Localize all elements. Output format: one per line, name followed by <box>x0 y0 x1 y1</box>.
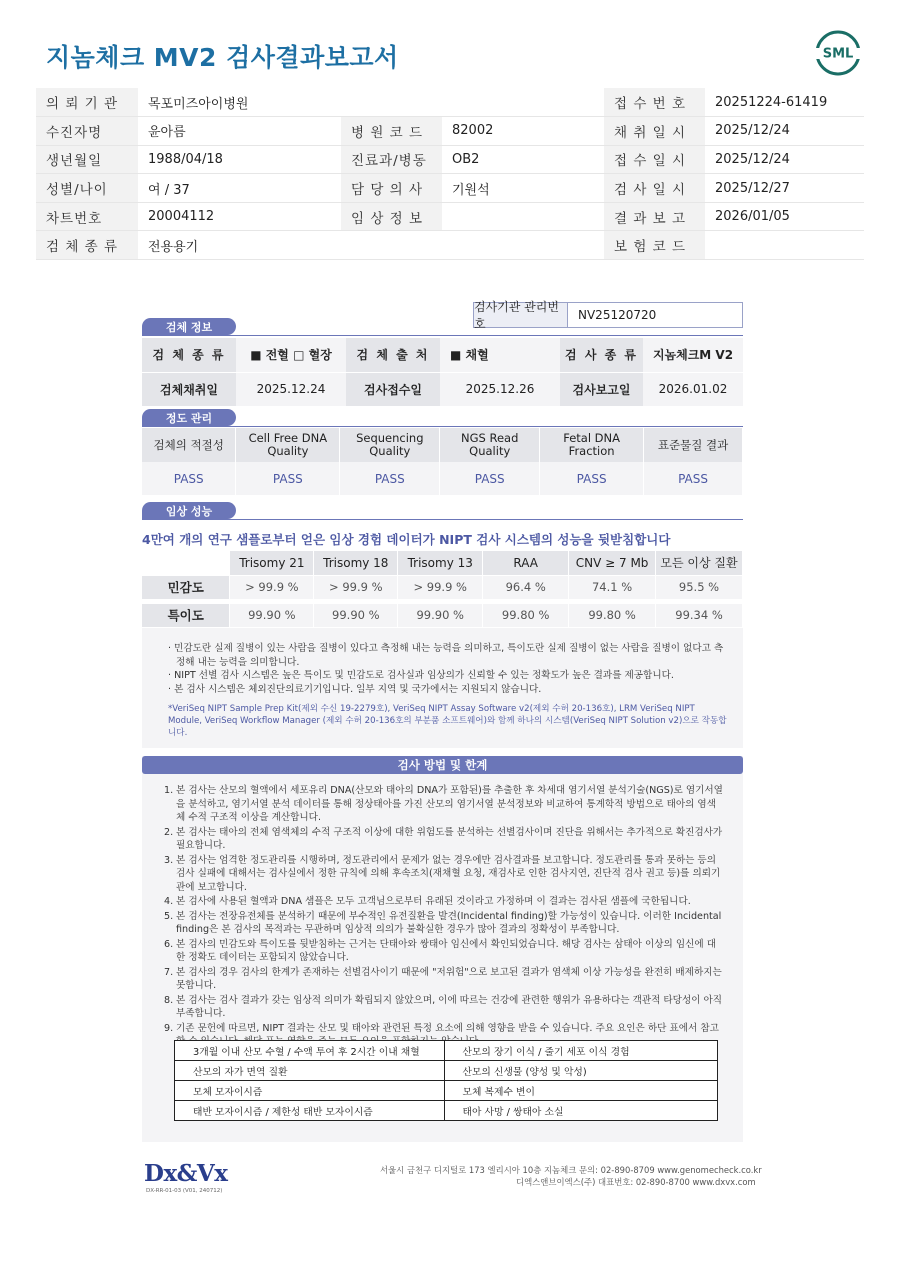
value-result-report: 2026/01/05 <box>705 202 864 231</box>
label-test-date: 검 사 일 시 <box>604 174 705 203</box>
note-asterisk: *VeriSeq NIPT Sample Prep Kit(제외 수신 19-2279호), VeriSeq NIPT Assay Software v2(제외 수허 20-136호), LRM VeriSeq NIPT Module, VeriSeq Workflow Manager (제외 수허 20-136호의 부분품 소프트웨어)와 함께 하나의 시스템(VeriSeq NIPT Solution v2)으로 작동합니다. <box>168 704 727 738</box>
value-physician: 기원석 <box>442 174 604 203</box>
label-department: 진료과/병동 <box>341 145 442 174</box>
specimen-info-table <box>142 338 743 407</box>
label-specimen-type: 검 체 종 류 <box>36 231 138 260</box>
factor-cell: 산모의 신생물 (양성 및 악성) <box>444 1061 718 1081</box>
patient-info-table <box>36 88 864 260</box>
spec-report-value: 2026.01.02 <box>643 372 743 406</box>
spec-type-label: 검 체 종 류 <box>142 338 236 372</box>
method-item: 1. 본 검사는 산모의 혈액에서 세포유리 DNA(산모와 태아의 DNA가 포함된)를 추출한 후 차세대 염기서열 분석기술(NGS)로 염기서열을 분석하고, 염기서열 분석 데이터를 통해 정상태아를 가진 산모의 염기서열 분석정보와 비교하여 통계학적 방법으로 태아의 염색체 수적 구조적 이상을 계산합니다. <box>164 785 723 823</box>
value-birth-date: 1988/04/18 <box>138 145 341 174</box>
perf-value: 99.34 % <box>656 603 743 627</box>
perf-value: > 99.9 % <box>230 575 314 599</box>
perf-sensitivity-label: 민감도 <box>142 575 230 599</box>
document-number: DX-RR-01-03 (V01, 240712) <box>146 1188 223 1194</box>
perf-value: 99.90 % <box>230 603 314 627</box>
value-receipt-number: 20251224-61419 <box>705 88 864 117</box>
value-patient-name: 윤아름 <box>138 117 341 146</box>
qc-header-standard: 표준물질 결과 <box>644 428 743 462</box>
value-specimen-type: 전용용기 <box>138 231 604 260</box>
qc-section-header <box>142 409 743 427</box>
label-hospital-code: 병 원 코 드 <box>341 117 442 146</box>
method-item: 9. 기존 문헌에 따르면, NIPT 결과는 산모 및 태아와 관련된 특정 요소에 의해 영향을 받을 수 있습니다. 주요 요인은 하단 표에서 참고 <box>164 1022 719 1034</box>
label-receipt-number: 접 수 번 호 <box>604 88 705 117</box>
method-title: 검사 방법 및 한계 <box>142 756 743 774</box>
spec-type-value: ■ 전혈 □ 혈장 <box>236 338 346 372</box>
logo-text: SML <box>822 46 854 62</box>
spec-collect-value: 2025.12.24 <box>236 372 346 406</box>
specimen-section-pill: 검체 정보 <box>142 318 236 335</box>
page-title: 지놈체크 MV2 검사결과보고서 <box>46 43 399 72</box>
note-item: · 민감도란 실제 질병이 있는 사람을 질병이 있다고 측정해 내는 능력을 의미하고, 특이도란 실제 질병이 없는 사람을 질병이 없다고 측정해 내는 능력을 의미합니다. <box>168 643 724 668</box>
perf-header-all: 모든 이상 질환 <box>656 551 743 575</box>
factor-cell: 산모의 장기 이식 / 줄기 세포 이식 경험 <box>444 1041 718 1061</box>
note-item: · 본 검사 시스템은 체외진단의료기기입니다. 일부 지역 및 국가에서는 지원되지 않습니다. <box>168 683 542 695</box>
perf-value: 99.90 % <box>314 603 398 627</box>
perf-value: > 99.9 % <box>398 575 483 599</box>
qc-value: PASS <box>236 462 340 495</box>
qc-value: PASS <box>440 462 540 495</box>
method-list <box>164 784 724 1050</box>
perf-header-t21: Trisomy 21 <box>230 551 314 575</box>
table-row <box>142 428 743 462</box>
qc-section-pill: 정도 관리 <box>142 409 236 426</box>
value-collection-date: 2025/12/24 <box>705 117 864 146</box>
label-result-report: 결 과 보 고 <box>604 202 705 231</box>
qc-table <box>142 428 743 495</box>
qc-value: PASS <box>540 462 644 495</box>
qc-value: PASS <box>142 462 236 495</box>
value-test-date: 2025/12/27 <box>705 174 864 203</box>
footer-contact: 디엑스앤브이엑스(주) 대표번호: 02-890-8700 www.dxvx.com <box>516 1177 756 1187</box>
perf-section-pill: 임상 성능 <box>142 502 236 519</box>
perf-value: 96.4 % <box>483 575 569 599</box>
perf-header-raa: RAA <box>483 551 569 575</box>
perf-title: 4만여 개의 연구 샘플로부터 얻은 임상 경험 데이터가 NIPT 검사 시스템의 성능을 뒷받침합니다 <box>142 532 671 547</box>
method-item: 4. 본 검사에 사용된 혈액과 DNA 샘플은 모두 고객님으로부터 유래된 것이라고 가정하며 이 결과는 검사된 샘플에 국한됩니다. <box>164 896 691 907</box>
spec-test-value: 지놈체크M V2 <box>643 338 743 372</box>
perf-value: > 99.9 % <box>314 575 398 599</box>
factor-cell: 모체 복제수 변이 <box>444 1081 718 1101</box>
value-chart-number: 20004112 <box>138 202 341 231</box>
qc-value: PASS <box>644 462 743 495</box>
label-receipt-date: 접 수 일 시 <box>604 145 705 174</box>
qc-header-adequacy: 검체의 적절성 <box>142 428 236 462</box>
note-item: · NIPT 선별 검사 시스템은 높은 특이도 및 민감도로 검사실과 임상의가 신뢰할 수 있는 정확도가 높은 결과를 제공합니다. <box>168 670 674 681</box>
table-row <box>142 575 743 599</box>
perf-value: 95.5 % <box>656 575 743 599</box>
table-row <box>142 462 743 495</box>
spec-report-label: 검사보고일 <box>560 372 643 406</box>
method-item: 8. 본 검사는 검사 결과가 갖는 임상적 의미가 확립되지 않았으며, 이에 따르는 건강에 관련한 행위가 유용하다는 객관적 타당성이 아직 부족합니다. <box>164 994 723 1019</box>
spec-source-label: 검 체 출 처 <box>346 338 440 372</box>
label-collection-date: 채 취 일 시 <box>604 117 705 146</box>
qc-header-sequencing: Sequencing Quality <box>340 428 440 462</box>
perf-value: 99.90 % <box>398 603 483 627</box>
table-row <box>142 551 743 575</box>
factor-cell: 3개월 이내 산모 수혈 / 수액 투여 후 2시간 이내 채혈 <box>175 1041 445 1061</box>
method-item: 7. 본 검사의 경우 검사의 한계가 존재하는 선별검사이기 때문에 "저위험"으로 보고된 결과가 염색체 이상 가능성을 완전히 배제하지는 못합니다. <box>164 966 722 991</box>
label-physician: 담 당 의 사 <box>341 174 442 203</box>
table-row <box>36 88 864 117</box>
table-row <box>175 1061 718 1081</box>
perf-header-t18: Trisomy 18 <box>314 551 398 575</box>
value-sex-age: 여 / 37 <box>138 174 341 203</box>
label-birth-date: 생년월일 <box>36 145 138 174</box>
perf-value: 99.80 % <box>483 603 569 627</box>
perf-value: 74.1 % <box>569 575 656 599</box>
label-chart-number: 차트번호 <box>36 202 138 231</box>
specimen-section-header <box>142 318 743 336</box>
method-item: 3. 본 검사는 엄격한 정도관리를 시행하며, 정도관리에서 문제가 없는 경우에만 검사결과를 보고합니다. 정도관리를 통과 못하는 등의 검사 실패에 대해서는 검사실에서 정한 규칙에 의해 후속조치(재채혈 요청, 재검사로 인한 검사지연, 진단적 검사 권고 등)를 의뢰기관에 보고합니다. <box>164 854 721 893</box>
spec-test-label: 검 사 종 류 <box>560 338 643 372</box>
method-item: 2. 본 검사는 태아의 전체 염색체의 수적 구조적 이상에 대한 위험도를 분석하는 선별검사이며 진단을 위해서는 추가적으로 확진검사가 필요합니다. <box>164 826 723 851</box>
performance-notes <box>142 628 743 748</box>
footer-address: 서울시 금천구 디지털로 173 엘리시아 10층 지놈체크 문의: 02-890-8709 www.genomecheck.co.kr <box>380 1165 762 1175</box>
performance-table <box>142 551 743 628</box>
factor-cell: 태아 사망 / 쌍태아 소실 <box>444 1101 718 1121</box>
qc-value: PASS <box>340 462 440 495</box>
perf-value: 99.80 % <box>569 603 656 627</box>
value-requesting-org: 목포미즈아이병원 <box>138 88 604 117</box>
table-row <box>142 372 743 406</box>
label-patient-name: 수진자명 <box>36 117 138 146</box>
dxvx-logo: Dx&Vx <box>144 1160 228 1187</box>
table-row <box>142 338 743 372</box>
factor-cell: 산모의 자가 면역 질환 <box>175 1061 445 1081</box>
table-row <box>142 603 743 627</box>
sml-logo <box>815 30 861 76</box>
value-hospital-code: 82002 <box>442 117 604 146</box>
perf-section-header <box>142 502 743 520</box>
value-department: OB2 <box>442 145 604 174</box>
table-row <box>36 174 864 203</box>
table-row <box>175 1081 718 1101</box>
table-row <box>175 1041 718 1061</box>
qc-header-fetal-fraction: Fetal DNA Fraction <box>540 428 644 462</box>
perf-header-cnv: CNV ≥ 7 Mb <box>569 551 656 575</box>
factor-cell: 모체 모자이시즘 <box>175 1081 445 1101</box>
method-item: 5. 본 검사는 전장유전체를 분석하기 때문에 부수적인 유전질환을 발견(Incidental finding)할 가능성이 있습니다. 이러한 Incidental finding은 본 검사의 목적과는 무관하며 임상적 의의가 불확실한 경우가 많아 결과의 정확성이 부족합니다. <box>164 910 722 935</box>
influencing-factors-table <box>174 1040 718 1121</box>
factor-cell: 태반 모자이시즘 / 제한성 태반 모자이시즘 <box>175 1101 445 1121</box>
label-requesting-org: 의 뢰 기 관 <box>36 88 138 117</box>
spec-collect-label: 검체채취일 <box>142 372 236 406</box>
management-number-value: NV25120720 <box>578 308 657 322</box>
label-clinical-info: 임 상 정 보 <box>341 202 442 231</box>
perf-header-t13: Trisomy 13 <box>398 551 483 575</box>
value-receipt-date: 2025/12/24 <box>705 145 864 174</box>
label-sex-age: 성별/나이 <box>36 174 138 203</box>
value-insurance-code <box>705 231 864 260</box>
qc-header-cfdna: Cell Free DNA Quality <box>236 428 340 462</box>
table-row <box>36 145 864 174</box>
table-row <box>36 231 864 260</box>
table-row <box>36 202 864 231</box>
table-row <box>36 117 864 146</box>
management-number-label: 검사기관 관리번호 <box>474 303 568 327</box>
value-clinical-info <box>442 202 604 231</box>
method-item: 6. 본 검사의 민감도와 특이도를 뒷받침하는 근거는 단태아와 쌍태아 임신에서 확인되었습니다. 해당 검사는 삼태아 이상의 임신에 대한 정확도 데이터는 포함되지 않았습니다. <box>164 938 716 963</box>
perf-specificity-label: 특이도 <box>142 603 230 627</box>
spec-receive-label: 검사접수일 <box>346 372 440 406</box>
spec-source-value: ■ 채혈 <box>440 338 560 372</box>
qc-header-ngs-read: NGS Read Quality <box>440 428 540 462</box>
label-insurance-code: 보 험 코 드 <box>604 231 705 260</box>
table-row <box>175 1101 718 1121</box>
spec-receive-value: 2025.12.26 <box>440 372 560 406</box>
